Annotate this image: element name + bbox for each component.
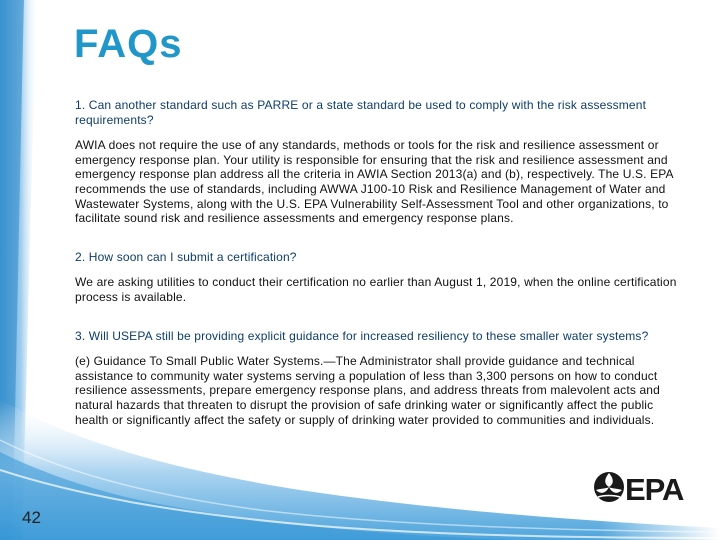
faq-question: 1. Can another standard such as PARRE or a state standard be used to comply with the risk assessment requirements?: [75, 98, 647, 127]
epa-logo: [592, 470, 688, 504]
faq-answer: (e) Guidance To Small Public Water Systems.—The Administrator shall provide guidance and technical assistance to community water systems serving a population of less than 3,300 persons on how to conduct resilience assessments, prepare emergency response plans, and address threats from malevolent acts and natural hazards that threaten to disrupt the provision of safe drinking water or significantly affect the public health or significantly affect the safety or supply of drinking water provided to communities and individuals.: [75, 354, 660, 427]
svg-text:EPA: EPA: [625, 472, 684, 504]
page-title: FAQs: [74, 22, 183, 66]
faq-item: [75, 250, 681, 305]
epa-flower-icon: [594, 472, 624, 502]
faq-answer: We are asking utilities to conduct their certification no earlier than August 1, 2019, when the online certification process is available.: [75, 275, 677, 304]
faq-item: [75, 329, 681, 428]
faq-question: 2. How soon can I submit a certification?: [75, 249, 297, 264]
slide-number: 42: [22, 508, 41, 527]
faq-item: [75, 98, 681, 226]
faq-question: 3. Will USEPA still be providing explicit guidance for increased resiliency to these smaller water systems?: [75, 328, 649, 343]
faq-answer: AWIA does not require the use of any standards, methods or tools for the risk and resilience assessment or emergency response plan. Your utility is responsible for ensuring that the risk and resilience assessment and emergency response plan address all the criteria in AWIA Section 2013(a) and (b), respectively. The U.S. EPA recommends the use of standards, including AWWA J100-10 Risk and Resilience Management of Water and Wastewater Systems, along with the U.S. EPA Vulnerability Self-Assessment Tool and other organizations, to facilitate sound risk and resilience assessments and emergency response plans.: [75, 138, 674, 226]
faq-list: [75, 98, 681, 427]
